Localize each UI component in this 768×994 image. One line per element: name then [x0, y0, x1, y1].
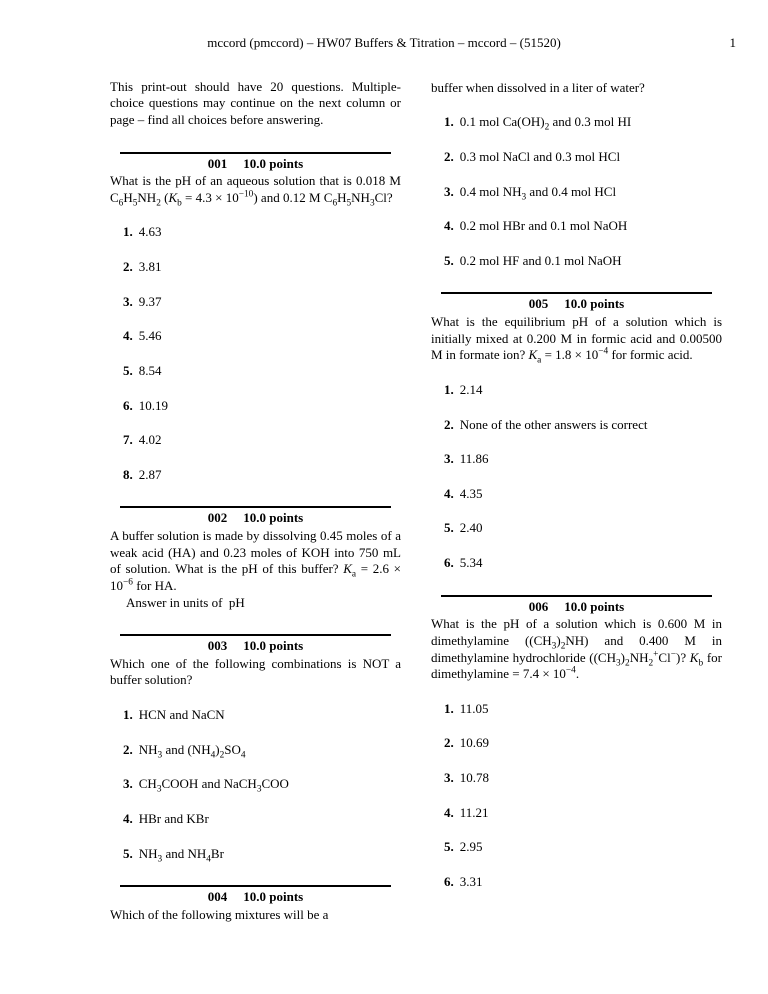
- two-column-body: [110, 79, 722, 924]
- choice-text: 10.78: [459, 770, 489, 785]
- question-rule: [441, 292, 712, 294]
- choice-item: [123, 742, 401, 759]
- question-rule: [120, 634, 391, 636]
- question-points: 10.0 points: [243, 155, 304, 171]
- choice-item: [444, 735, 722, 752]
- question-number: 002: [207, 510, 228, 526]
- choice-item: [123, 259, 401, 276]
- choice-number: 5.: [444, 839, 454, 855]
- right-column: [431, 79, 722, 924]
- choice-item: [444, 805, 722, 822]
- question-number: 004: [207, 889, 228, 905]
- choice-item: [444, 701, 722, 718]
- choice-item: [123, 846, 401, 863]
- choice-item: [444, 253, 722, 270]
- question-header: [110, 889, 401, 906]
- intro-paragraph: This print-out should have 20 questions. Multiple-choice questions may continue on the next column or page – find all choices before answering.: [110, 78, 401, 127]
- question-body: What is the equilibrium pH of a solution which is initially mixed at 0.200 M in formic acid and 0.00500 M in formate ion? $K_a = 1.8 \times 10^{-4}$ for formic acid.: [431, 314, 722, 366]
- question-body: A buffer solution is made by dissolving 0.45 moles of a weak acid (HA) and 0.23 moles of KOH into 750 mL of solution. What is the pH of this buffer? $K_a = 2.6 \times 10^{-6}$ for HA.: [110, 528, 401, 593]
- choice-text: 3.31: [459, 873, 483, 889]
- choice-number: 2.: [123, 259, 133, 274]
- choice-number: 4.: [444, 218, 454, 234]
- question-header: [110, 638, 401, 655]
- choice-text: 4.63: [138, 224, 162, 240]
- choices-list: [110, 707, 401, 865]
- question-section: [110, 885, 401, 923]
- choice-text: 4.02: [138, 432, 162, 448]
- choice-text: 2.40: [459, 520, 483, 536]
- choice-item: [444, 184, 722, 201]
- question-section: [431, 292, 722, 571]
- choices-list: [431, 382, 722, 572]
- choice-text: 3.81: [138, 259, 162, 274]
- choice-item: [123, 707, 401, 724]
- header-title: mccord (pmccord) – HW07 Buffers & Titration – mccord – (51520): [207, 35, 561, 50]
- choice-number: 3.: [444, 451, 454, 467]
- choice-text: HBr and KBr: [138, 810, 209, 826]
- choice-text: 5.46: [138, 328, 162, 344]
- choice-item: [444, 770, 722, 787]
- question-section: [431, 595, 722, 891]
- choice-number: 1.: [123, 224, 133, 240]
- choice-text: 8.54: [138, 362, 162, 378]
- choice-item: [444, 486, 722, 503]
- question-body: buffer when dissolved in a liter of water?: [431, 79, 645, 95]
- answer-note: Answer in units of pH: [126, 594, 245, 610]
- choice-text: 0.4 mol $NH_3$ and 0.4 mol HCl: [459, 183, 617, 203]
- choice-text: 11.86: [459, 451, 489, 467]
- choice-number: 5.: [444, 252, 454, 268]
- choice-text: 11.05: [459, 700, 489, 716]
- choice-item: [444, 555, 722, 572]
- choice-text: 2.95: [459, 839, 483, 855]
- question-points: 10.0 points: [243, 510, 304, 526]
- choice-item: [123, 328, 401, 345]
- choice-item: [444, 520, 722, 537]
- choice-text: 4.35: [459, 485, 483, 501]
- choice-item: [123, 398, 401, 415]
- choice-text: $NH_3$ and $NH_4Br$: [138, 845, 224, 865]
- choice-number: 8.: [123, 466, 133, 482]
- question-header: [110, 510, 401, 527]
- question-section: [110, 634, 401, 865]
- choice-item: [123, 224, 401, 241]
- page-number: 1: [729, 35, 736, 50]
- choice-number: 1.: [123, 707, 133, 722]
- choice-number: 5.: [123, 362, 133, 378]
- choice-number: 6.: [444, 873, 454, 889]
- question-section: [110, 506, 401, 611]
- choice-number: 2.: [444, 416, 454, 432]
- question-header: [431, 599, 722, 616]
- question-rule: [441, 595, 712, 597]
- choice-item: [123, 432, 401, 449]
- choice-text: 10.19: [138, 397, 168, 413]
- choice-number: 7.: [123, 432, 133, 448]
- choice-number: 3.: [123, 293, 133, 309]
- choice-number: 6.: [444, 555, 454, 570]
- choice-item: [444, 451, 722, 468]
- choice-number: 4.: [123, 810, 133, 826]
- question-points: 10.0 points: [564, 598, 625, 614]
- choice-item: [123, 811, 401, 828]
- choice-item: [444, 874, 722, 891]
- choice-text: $NH_3$ and $(NH_4)_2SO_4$: [138, 741, 246, 761]
- question-number: 003: [207, 638, 228, 654]
- question-header: [110, 156, 401, 173]
- question-rule: [120, 885, 391, 887]
- choice-number: 1.: [444, 381, 454, 397]
- question-number: 001: [207, 155, 228, 171]
- choice-number: 3.: [444, 770, 454, 785]
- choice-item: [444, 114, 722, 131]
- question-header: [431, 296, 722, 313]
- question-points: 10.0 points: [243, 638, 304, 654]
- choice-item: [444, 382, 722, 399]
- choice-text: $CH_3COOH$ and NaCH$_3$COO: [138, 776, 289, 795]
- question-rule: [120, 506, 391, 508]
- choice-text: HCN and NaCN: [138, 707, 225, 722]
- choice-text: 5.34: [459, 555, 483, 570]
- choice-number: 6.: [123, 397, 133, 413]
- left-column: [110, 79, 401, 924]
- choice-text: 10.69: [459, 735, 489, 751]
- choice-text: 0.2 mol HF and 0.1 mol NaOH: [459, 252, 622, 268]
- question-number: 005: [528, 296, 549, 312]
- choice-number: 3.: [123, 776, 133, 792]
- question-section: [110, 152, 401, 484]
- choice-item: [123, 776, 401, 793]
- question-body: Which one of the following combinations is NOT a buffer solution?: [110, 655, 401, 688]
- choice-text: 2.87: [138, 466, 162, 482]
- choice-item: [444, 417, 722, 434]
- choice-item: [444, 149, 722, 166]
- choice-number: 2.: [123, 741, 133, 757]
- choice-number: 4.: [444, 804, 454, 820]
- choice-number: 3.: [444, 183, 454, 199]
- choice-number: 1.: [444, 700, 454, 716]
- question-continuation: [431, 80, 722, 270]
- choice-item: [123, 294, 401, 311]
- choice-text: 0.2 mol HBr and 0.1 mol NaOH: [459, 218, 628, 234]
- choices-list: [431, 114, 722, 269]
- choice-text: 0.3 mol NaCl and 0.3 mol HCl: [459, 148, 621, 164]
- choice-text: 11.21: [459, 804, 489, 820]
- question-body: What is the pH of an aqueous solution that is 0.018 M $C_6H_5NH_2$ $(K_b = 4.3 \times 10^{-10})$ and 0.12 M $C_6H_5NH_3Cl$?: [110, 173, 401, 209]
- choice-number: 2.: [444, 148, 454, 164]
- choice-number: 4.: [444, 485, 454, 501]
- choices-list: [431, 701, 722, 891]
- choices-list: [110, 224, 401, 483]
- question-number: 006: [528, 598, 549, 614]
- choice-number: 2.: [444, 735, 454, 751]
- choice-text: 0.1 mol $Ca(OH)_2$ and 0.3 mol HI: [459, 114, 632, 133]
- choice-item: [444, 839, 722, 856]
- question-points: 10.0 points: [564, 296, 625, 312]
- choice-text: None of the other answers is correct: [459, 416, 648, 432]
- question-body: Which of the following mixtures will be a: [110, 906, 329, 922]
- choice-text: 2.14: [459, 381, 483, 397]
- page-header: [0, 35, 768, 52]
- choice-item: [123, 363, 401, 380]
- choice-number: 5.: [444, 520, 454, 536]
- question-points: 10.0 points: [243, 889, 304, 905]
- choice-item: [444, 218, 722, 235]
- choice-item: [123, 467, 401, 484]
- choice-text: 9.37: [138, 293, 162, 309]
- choice-number: 4.: [123, 328, 133, 344]
- question-rule: [120, 152, 391, 154]
- question-body: What is the pH of a solution which is 0.600 M in dimethylamine $((CH_3)_2NH)$ and 0.400 M in dimethylamine hydrochloride $((CH_3)_2NH_2^+Cl^-)$? $K_b$ for dimethylamine = $7.4 \times 10^{-4}$.: [431, 616, 723, 682]
- choice-number: 5.: [123, 845, 133, 861]
- choice-number: 1.: [444, 114, 454, 130]
